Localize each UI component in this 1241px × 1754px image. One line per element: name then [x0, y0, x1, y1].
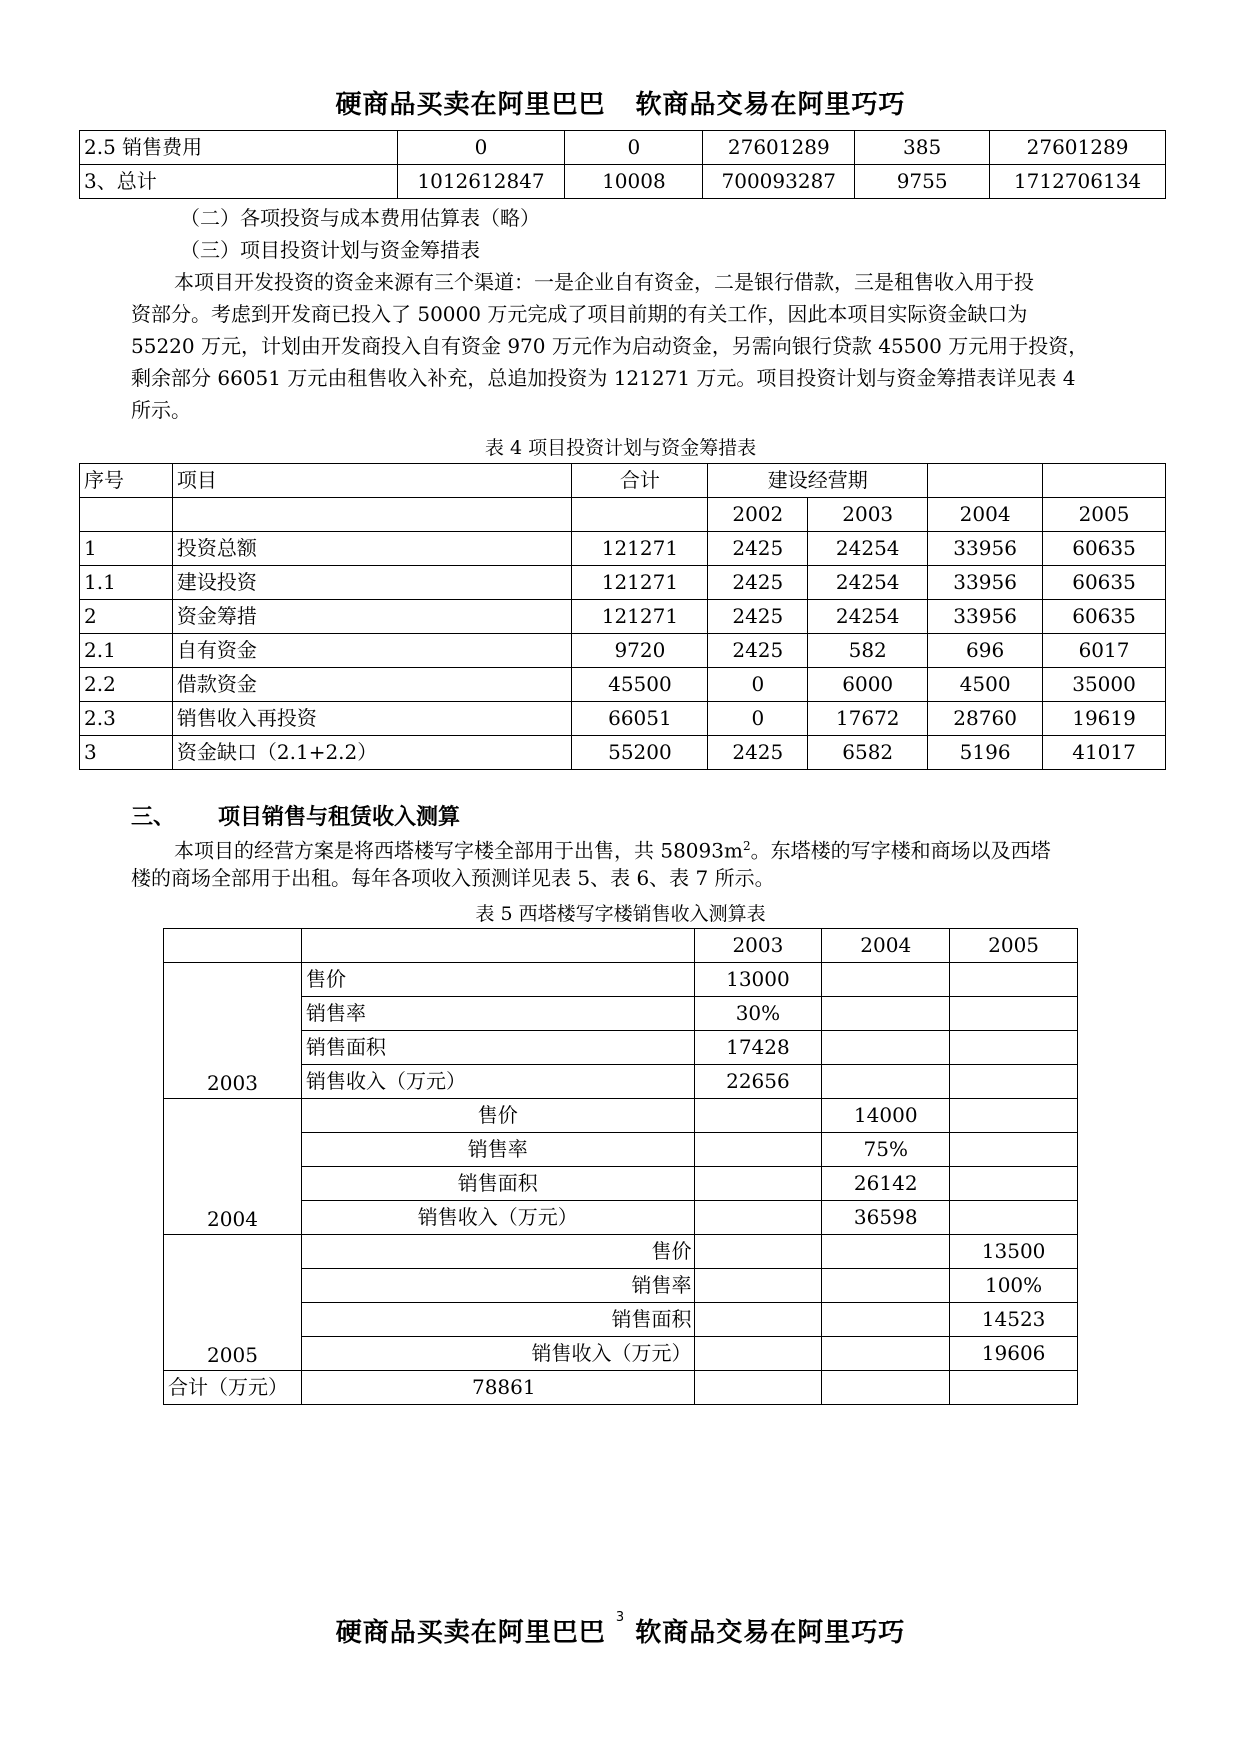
table-row	[164, 997, 1078, 1031]
table-cell: 60635	[1043, 532, 1166, 566]
row-label: 销售面积	[301, 1167, 694, 1201]
table-cell	[950, 1371, 1078, 1405]
table-cell: 建设投资	[172, 566, 572, 600]
table-cell	[1043, 464, 1166, 498]
table-row	[80, 165, 1166, 199]
table-cell: 1	[80, 532, 173, 566]
table-cell	[172, 498, 572, 532]
table-cell: 24254	[808, 566, 928, 600]
paragraph-line: 楼的商场全部用于出租。每年各项收入预测详见表 5、表 6、表 7 所示。	[131, 866, 775, 890]
group-year: 2003	[164, 963, 302, 1099]
section-title: 项目销售与租赁收入测算	[218, 805, 461, 830]
table-cell: 0	[708, 702, 808, 736]
table-cell: 2425	[708, 736, 808, 770]
table-cell: 121271	[572, 600, 708, 634]
table-cell: 2.3	[80, 702, 173, 736]
table-cell: 17428	[694, 1031, 822, 1065]
row-label: 售价	[301, 1235, 694, 1269]
table-cell: 66051	[572, 702, 708, 736]
table-cell	[694, 1099, 822, 1133]
table-header-row	[80, 464, 1166, 498]
table-cell: 0	[708, 668, 808, 702]
header-item: 项目	[172, 464, 572, 498]
table-row	[164, 1303, 1078, 1337]
table-cell	[694, 1337, 822, 1371]
table4-caption: 表 4 项目投资计划与资金筹措表	[484, 437, 757, 459]
table-cell	[694, 1201, 822, 1235]
table-cell: 19606	[950, 1337, 1078, 1371]
table-cell: 3	[80, 736, 173, 770]
table-cell	[694, 1133, 822, 1167]
row-label: 销售收入（万元）	[301, 1201, 694, 1235]
table-cell	[694, 1167, 822, 1201]
table-cell	[950, 1031, 1078, 1065]
page-footer	[0, 1612, 1241, 1649]
table-cell	[950, 997, 1078, 1031]
table-cell: 55200	[572, 736, 708, 770]
table-row	[164, 1235, 1078, 1269]
table-cell	[928, 464, 1043, 498]
group-year: 2004	[164, 1099, 302, 1235]
row-label: 销售面积	[301, 1303, 694, 1337]
table-cell: 385	[855, 131, 990, 165]
table5	[163, 928, 1078, 1405]
table-row	[164, 1201, 1078, 1235]
table-cell: 14523	[950, 1303, 1078, 1337]
table-cell: 3、总计	[80, 165, 398, 199]
table-cell: 22656	[694, 1065, 822, 1099]
table-cell: 2425	[708, 566, 808, 600]
table-cell: 2425	[708, 532, 808, 566]
table-cell	[950, 963, 1078, 997]
table-cell: 41017	[1043, 736, 1166, 770]
table-cell	[80, 498, 173, 532]
table-cell: 2	[80, 600, 173, 634]
table-cell: 资金筹措	[172, 600, 572, 634]
table-cell	[822, 1235, 950, 1269]
table-row	[164, 1031, 1078, 1065]
table-cell	[822, 963, 950, 997]
row-label: 销售率	[301, 1133, 694, 1167]
table-cell: 696	[928, 634, 1043, 668]
row-label: 销售收入（万元）	[301, 1337, 694, 1371]
table-row	[80, 668, 1166, 702]
header-total: 合计	[572, 464, 708, 498]
table-cell	[822, 1065, 950, 1099]
table-cell: 自有资金	[172, 634, 572, 668]
table-cell: 24254	[808, 600, 928, 634]
table-cell	[950, 1167, 1078, 1201]
page-header-left: 硬商品买卖在阿里巴巴	[335, 90, 606, 120]
table-cell: 9720	[572, 634, 708, 668]
table-cell	[950, 1099, 1078, 1133]
row-label: 销售率	[301, 997, 694, 1031]
paragraph-line: 55220 万元，计划由开发商投入自有资金 970 万元作为启动资金，另需向银行贷款 45500 万元用于投资，	[131, 334, 1089, 358]
table-cell: 24254	[808, 532, 928, 566]
table-cell: 27601289	[703, 131, 855, 165]
table-cell	[822, 997, 950, 1031]
table-row	[80, 702, 1166, 736]
table-row	[164, 1099, 1078, 1133]
table-cell: 借款资金	[172, 668, 572, 702]
table-cell: 35000	[1043, 668, 1166, 702]
row-label: 销售面积	[301, 1031, 694, 1065]
table-cell: 2.5 销售费用	[80, 131, 398, 165]
table-row	[80, 600, 1166, 634]
paragraph-line: 所示。	[131, 398, 191, 422]
paragraph-line: 本项目开发投资的资金来源有三个渠道：一是企业自有资金，二是银行借款，三是租售收入用于投	[174, 270, 1034, 294]
table-cell: 121271	[572, 566, 708, 600]
table-cell	[572, 498, 708, 532]
table-cell: 1012612847	[397, 165, 565, 199]
table-cell	[694, 1235, 822, 1269]
table-cell: 30%	[694, 997, 822, 1031]
header-year: 2005	[1043, 498, 1166, 532]
table-cell: 100%	[950, 1269, 1078, 1303]
table-cell	[822, 1337, 950, 1371]
table-row	[164, 963, 1078, 997]
table5-caption: 表 5 西塔楼写字楼销售收入测算表	[475, 903, 766, 925]
table-cell: 9755	[855, 165, 990, 199]
table-cell: 10008	[565, 165, 703, 199]
table-row	[164, 1337, 1078, 1371]
table-cell: 2425	[708, 634, 808, 668]
table-cell: 6000	[808, 668, 928, 702]
table-cell: 4500	[928, 668, 1043, 702]
table-cell: 2.2	[80, 668, 173, 702]
table-cell	[822, 1371, 950, 1405]
table-row	[80, 634, 1166, 668]
table-cell	[950, 1065, 1078, 1099]
header-year: 2003	[808, 498, 928, 532]
table-cell: 27601289	[990, 131, 1166, 165]
table-cell	[950, 1133, 1078, 1167]
table-cell: 17672	[808, 702, 928, 736]
table4	[79, 463, 1166, 770]
table-cell: 6582	[808, 736, 928, 770]
table-cell	[822, 1269, 950, 1303]
table-cell: 13000	[694, 963, 822, 997]
table-cell: 45500	[572, 668, 708, 702]
paragraph-line: 剩余部分 66051 万元由租售收入补充，总追加投资为 121271 万元。项目投资计划与资金筹措表详见表 4	[131, 366, 1076, 390]
table-cell: 销售收入再投资	[172, 702, 572, 736]
table-row	[164, 1167, 1078, 1201]
table-cell: 5196	[928, 736, 1043, 770]
table-cell	[164, 929, 302, 963]
table-cell: 19619	[1043, 702, 1166, 736]
table-row	[80, 566, 1166, 600]
table-cell: 6017	[1043, 634, 1166, 668]
table-cell	[694, 1371, 822, 1405]
table-cell: 60635	[1043, 566, 1166, 600]
row-label: 售价	[301, 963, 694, 997]
table-cell: 60635	[1043, 600, 1166, 634]
row-label: 售价	[301, 1099, 694, 1133]
table-cell: 26142	[822, 1167, 950, 1201]
table-row	[80, 532, 1166, 566]
paragraph-text: 。东塔楼的写字楼和商场以及西塔	[750, 838, 1051, 863]
total-value: 78861	[301, 1371, 694, 1405]
page-footer-right: 软商品交易在阿里巧巧	[635, 1618, 906, 1648]
table-cell: 13500	[950, 1235, 1078, 1269]
table-cell: 14000	[822, 1099, 950, 1133]
table-cell: 33956	[928, 600, 1043, 634]
page-number: 3	[615, 1610, 626, 1625]
table-cell	[301, 929, 694, 963]
table-cell: 582	[808, 634, 928, 668]
total-label: 合计（万元）	[164, 1371, 302, 1405]
table-cell	[694, 1269, 822, 1303]
table-cell: 33956	[928, 532, 1043, 566]
table-cell: 1.1	[80, 566, 173, 600]
table-cell	[822, 1031, 950, 1065]
subheading-3: （三）项目投资计划与资金筹措表	[180, 238, 480, 262]
table-cell: 28760	[928, 702, 1043, 736]
header-year: 2004	[822, 929, 950, 963]
row-label: 销售收入（万元）	[301, 1065, 694, 1099]
table-header-row	[164, 929, 1078, 963]
table-cell: 1712706134	[990, 165, 1166, 199]
section-number: 三、	[131, 805, 176, 830]
table-cell: 121271	[572, 532, 708, 566]
superscript: 2	[742, 839, 751, 853]
table-cell: 0	[565, 131, 703, 165]
paragraph-line: 资部分。考虑到开发商已投入了 50000 万元完成了项目前期的有关工作，因此本项目实际资金缺口为	[131, 302, 1028, 326]
table-cell	[694, 1303, 822, 1337]
table-cell: 700093287	[703, 165, 855, 199]
table-cell	[822, 1303, 950, 1337]
page-header	[0, 84, 1241, 121]
table-header-row	[80, 498, 1166, 532]
table-row	[80, 131, 1166, 165]
table-cell: 投资总额	[172, 532, 572, 566]
top-table	[79, 130, 1166, 199]
table-cell: 2425	[708, 600, 808, 634]
row-label: 销售率	[301, 1269, 694, 1303]
table-cell: 2.1	[80, 634, 173, 668]
table-cell: 75%	[822, 1133, 950, 1167]
table-total-row	[164, 1371, 1078, 1405]
table-cell: 0	[397, 131, 565, 165]
header-seq: 序号	[80, 464, 173, 498]
paragraph-text: 本项目的经营方案是将西塔楼写字楼全部用于出售，共 58093m	[174, 838, 743, 863]
table-row	[164, 1065, 1078, 1099]
header-period: 建设经营期	[708, 464, 928, 498]
header-year: 2003	[694, 929, 822, 963]
table-cell: 36598	[822, 1201, 950, 1235]
header-year: 2005	[950, 929, 1078, 963]
header-year: 2002	[708, 498, 808, 532]
page-header-right: 软商品交易在阿里巧巧	[635, 90, 906, 120]
table-cell	[950, 1201, 1078, 1235]
table-row	[80, 736, 1166, 770]
group-year: 2005	[164, 1235, 302, 1371]
table-cell: 资金缺口（2.1+2.2）	[172, 736, 572, 770]
page-footer-left: 硬商品买卖在阿里巴巴	[335, 1618, 606, 1648]
table-row	[164, 1133, 1078, 1167]
header-year: 2004	[928, 498, 1043, 532]
table-row	[164, 1269, 1078, 1303]
subheading-2: （二）各项投资与成本费用估算表（略）	[180, 206, 540, 230]
table-cell: 33956	[928, 566, 1043, 600]
